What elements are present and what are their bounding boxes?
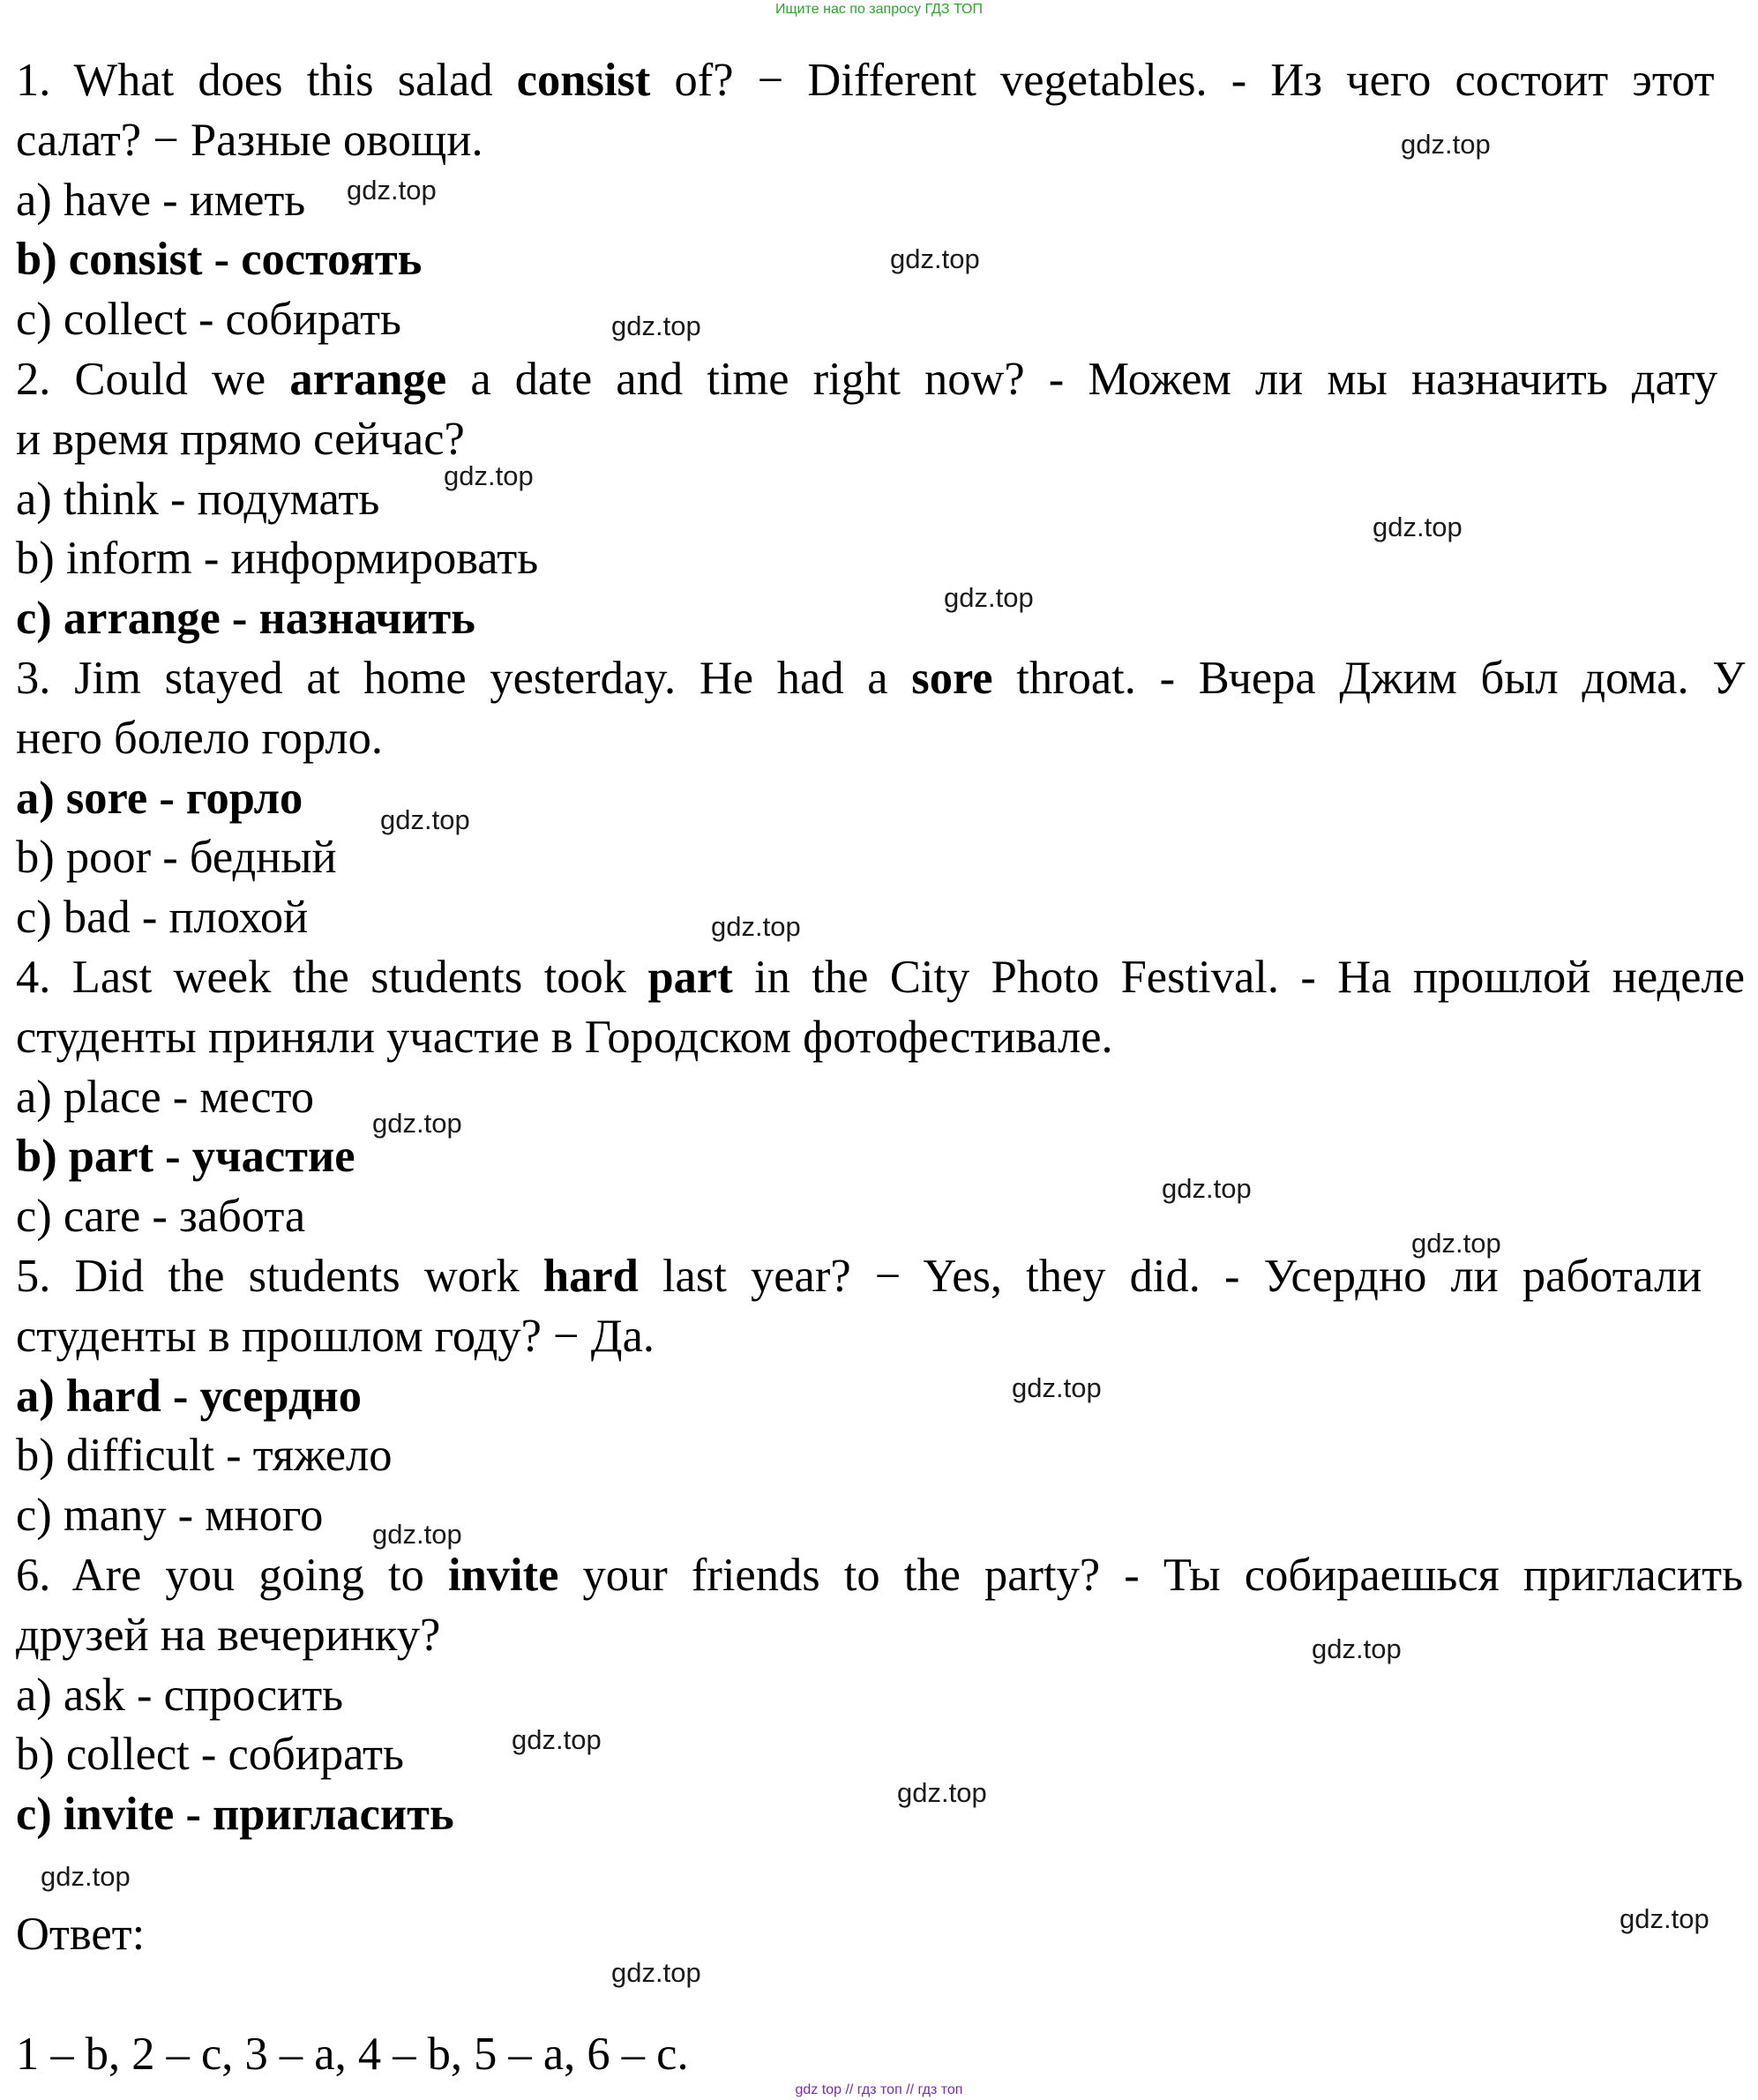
option-2c: c) arrange - назначить (16, 593, 475, 645)
question-2-line-2: и время прямо сейчас? (16, 413, 465, 465)
option-5a: a) hard - усердно (16, 1370, 362, 1422)
option-3c: c) bad - плохой (16, 892, 309, 944)
watermark: gdz.top (1162, 1173, 1252, 1204)
question-3-line-1: 3. Jim stayed at home yesterday. He had a sore throat. - Вчера Джим был дома. У (16, 652, 1746, 704)
watermark: gdz.top (1411, 1228, 1501, 1259)
option-2a: a) think - подумать (16, 473, 380, 525)
question-4-line-2: студенты приняли участие в Городском фотофестивале. (16, 1011, 1113, 1063)
option-5b: b) difficult - тяжело (16, 1430, 393, 1482)
question-6-line-2: друзей на вечеринку? (16, 1609, 441, 1661)
top-banner: Ищите нас по запросу ГДЗ ТОП (775, 2, 983, 17)
question-1-line-1: 1. What does this salad consist of? − Different vegetables. - Из чего состоит этот (16, 55, 1715, 106)
watermark: gdz.top (347, 175, 437, 206)
question-2-line-1: 2. Could we arrange a date and time right now? - Можем ли мы назначить дату (16, 353, 1718, 405)
watermark: gdz.top (1401, 129, 1491, 160)
option-5c: c) many - много (16, 1490, 324, 1542)
keyword: hard (542, 1250, 639, 1302)
watermark: gdz.top (1620, 1903, 1709, 1934)
question-6-line-1: 6. Are you going to invite your friends to the party? - Ты собираешься пригласить (16, 1549, 1744, 1601)
option-6a: a) ask - спросить (16, 1669, 344, 1721)
keyword: sore (911, 652, 993, 704)
watermark: gdz.top (512, 1724, 602, 1755)
watermark: gdz.top (1373, 512, 1463, 542)
watermark: gdz.top (41, 1861, 131, 1892)
option-6b: b) collect - собирать (16, 1729, 404, 1781)
watermark: gdz.top (372, 1519, 462, 1550)
watermark: gdz.top (890, 243, 980, 274)
option-3b: b) poor - бедный (16, 832, 337, 884)
watermark: gdz.top (611, 310, 701, 341)
option-4a: a) place - место (16, 1071, 315, 1123)
watermark: gdz.top (372, 1108, 462, 1139)
watermark: gdz.top (711, 911, 801, 942)
watermark: gdz.top (897, 1777, 987, 1808)
watermark: gdz.top (611, 1957, 701, 1988)
keyword: invite (447, 1549, 559, 1601)
watermark: gdz.top (944, 582, 1034, 613)
option-1a: a) have - иметь (16, 174, 306, 226)
keyword: consist (516, 55, 651, 106)
option-3a: a) sore - горло (16, 772, 303, 824)
question-4-line-1: 4. Last week the students took part in the City Photo Festival. - На прошлой неделе (16, 951, 1746, 1003)
question-3-line-2: него болело горло. (16, 712, 383, 764)
option-2b: b) inform - информировать (16, 533, 539, 585)
option-1b: b) consist - состоять (16, 234, 423, 286)
question-1-line-2: салат? − Разные овощи. (16, 114, 483, 166)
option-4c: c) care - забота (16, 1191, 306, 1243)
keyword: part (647, 951, 733, 1003)
question-5-line-2: студенты в прошлом году? − Да. (16, 1310, 655, 1362)
option-4b: b) part - участие (16, 1131, 355, 1183)
option-1c: c) collect - собирать (16, 294, 401, 346)
exercise-content (16, 51, 1745, 1845)
keyword: arrange (289, 353, 447, 405)
watermark: gdz.top (444, 460, 534, 491)
option-6c: c) invite - пригласить (16, 1789, 454, 1841)
bottom-banner: gdz top // гдз топ // гдз топ (795, 2082, 963, 2097)
question-5-line-1: 5. Did the students work hard last year? − Yes, they did. - Усердно ли работали (16, 1250, 1702, 1302)
watermark: gdz.top (1012, 1372, 1102, 1403)
answer-value: 1 – b, 2 – c, 3 – a, 4 – b, 5 – a, 6 – c. (16, 2029, 689, 2080)
watermark: gdz.top (380, 804, 470, 835)
answer-label: Ответ: (16, 1909, 146, 1960)
watermark: gdz.top (1312, 1633, 1402, 1664)
